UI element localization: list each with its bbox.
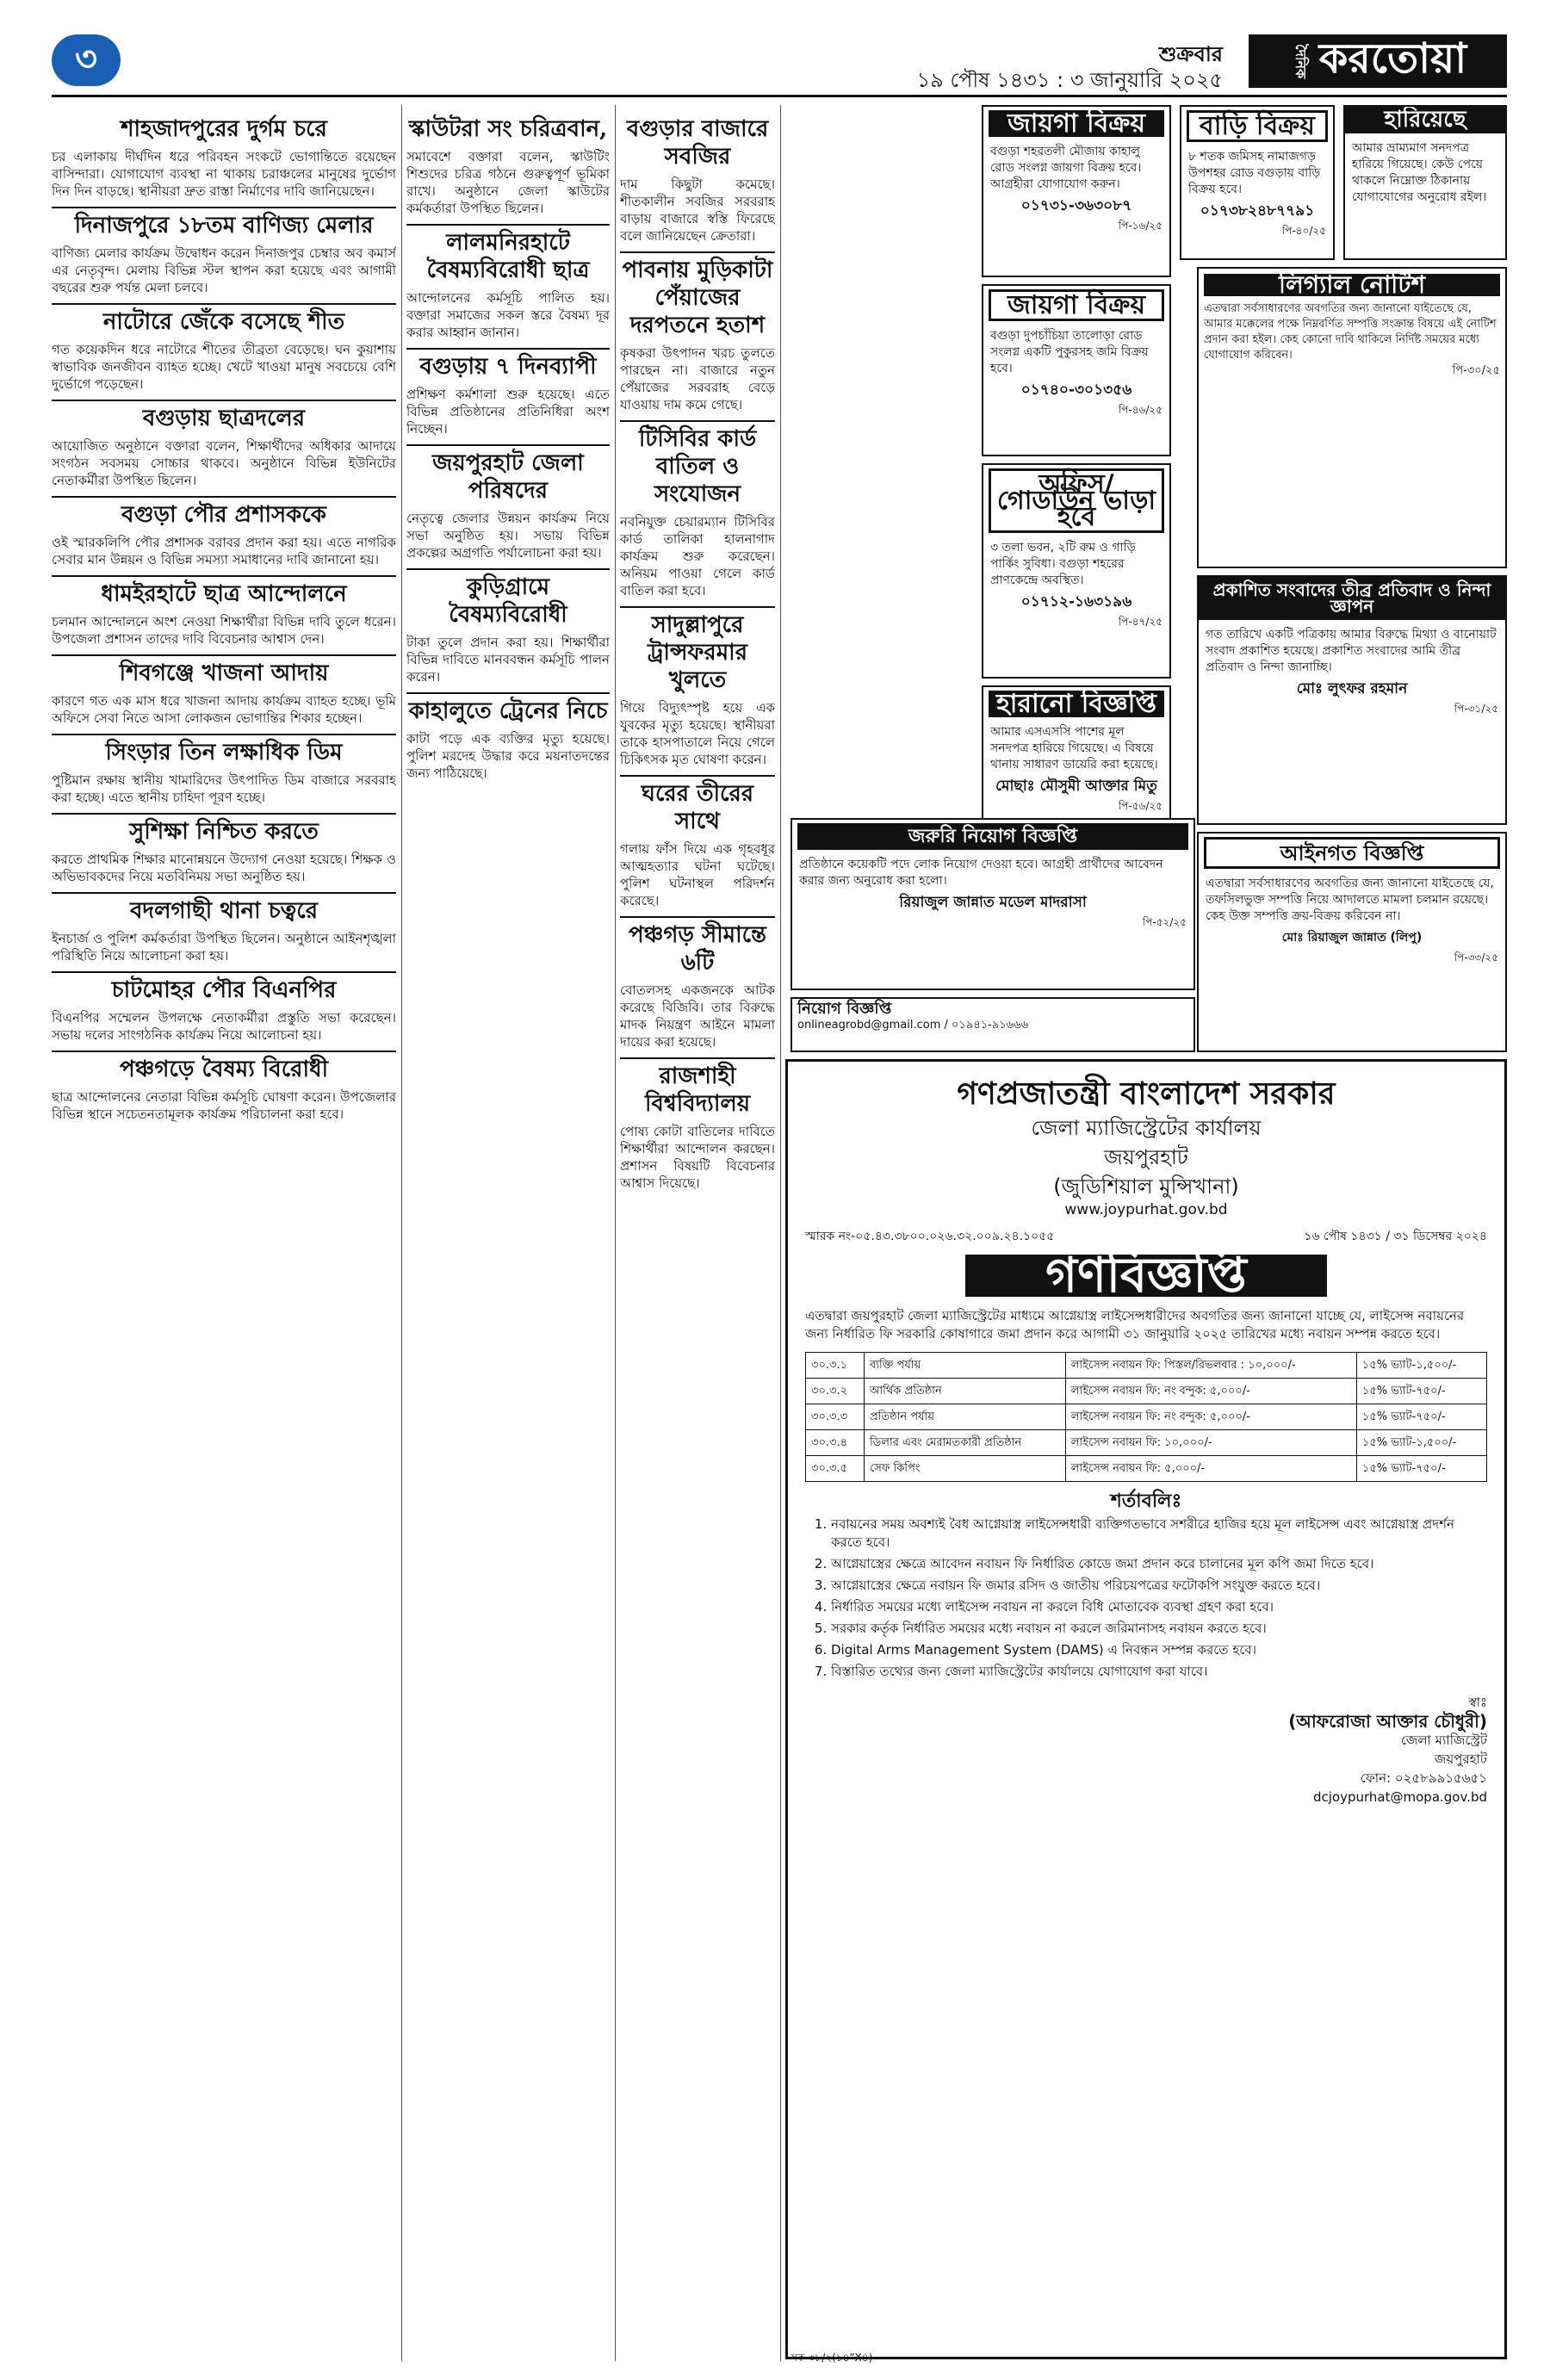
ad-title: প্রকাশিত সংবাদের তীব্র প্রতিবাদ ও নিন্দা জ্ঞাপন (1199, 577, 1505, 620)
headline: ধামইরহাটে ছাত্র আন্দোলনে (52, 575, 396, 608)
ad-text: আমার এসএসসি পাশের মূল সনদপত্র হারিয়ে গিয়েছে। এ বিষয়ে থানায় সাধারণ ডায়েরি করা হয়েছে। (990, 725, 1158, 772)
ad-missing (1343, 105, 1507, 260)
gov-memo: স্মারক নং-০৫.৪৩.৩৮০০.০২৬.৩২.০০৯.২৪.১০৫৫ (805, 1230, 1055, 1243)
conditions-title: শর্তাবলিঃ (1110, 1491, 1182, 1512)
ad-text: আমার ভ্রাম্যমাণ সনদপত্র হারিয়ে গিয়েছে। কেউ পেয়ে থাকলে নিম্নোক্ত ঠিকানায় যোগাযোগের অনুরোধ রইল। (1352, 141, 1487, 204)
headline: বগুড়ায় ৭ দিনব্যাপী (406, 348, 610, 381)
government-notice (785, 1059, 1507, 2359)
ad-title: অফিস/গোডাউন ভাড়া হবে (989, 468, 1164, 533)
news-column-3 (620, 105, 775, 2361)
ad-text: এতদ্বারা সর্বসাধারণের অবগতির জন্য জানানো যাইতেছে যে, তফসিলভুক্ত সম্পত্তি নিয়ে আদালতে মামলা চলমান রয়েছে। কেহ উক্ত সম্পত্তি ক্রয়-বিক্রয় করিবেন না। (1206, 877, 1494, 923)
article-body: আন্দোলনের কর্মসূচি পালিত হয়। বক্তারা সমাজের সকল স্তরে বৈষম্য দূর করার আহ্বান জানান। (406, 290, 610, 340)
table-cell: ৩০.৩.৩ (806, 1404, 865, 1430)
condition-item: 5. সরকার কর্তৃক নির্ধারিত সময়ের মধ্যে নবায়ন না করলে জরিমানাসহ নবায়ন করতে হবে। (831, 1620, 1487, 1638)
article-body: চলমান আন্দোলনে অংশ নেওয়া শিক্ষার্থীরা বিভিন্ন দাবি তুলে ধরেন। উপজেলা প্রশাসন তাদের দাবি বিবেচনার আশ্বাস দেন। (52, 614, 396, 647)
table-cell: ৩০.৩.৪ (806, 1430, 865, 1456)
condition-item: 7. বিস্তারিত তথ্যের জন্য জেলা ম্যাজিস্ট্রেটের কার্যালয়ে যোগাযোগ করা যাবে। (831, 1663, 1487, 1681)
ad-title: নিয়োগ বিজ্ঞপ্তি (797, 1000, 892, 1018)
article-body: নেতৃত্বে জেলার উন্নয়ন কার্যক্রম নিয়ে সভা অনুষ্ঠিত হয়। সভায় বিভিন্ন প্রকল্পের অগ্রগতি পর্যালোচনা করা হয়। (406, 511, 610, 561)
legal-notice-text: এতদ্বারা সর্বসাধারণের অবগতির জন্য জানানো যাইতেছে যে, আমার মক্কেলের পক্ষে নিম্নবর্ণিত সম্পত্তি সংক্রান্ত বিষয়ে এই নোটিশ প্রদান করা হইল। কেহ কোনো দাবি থাকিলে নির্দিষ্ট সময়ের মধ্যে যোগাযোগ করিবেন। (1204, 302, 1497, 362)
ad-phone: ০১৭৩৮২৪৮৭৭৯১ (1200, 202, 1315, 220)
article-body: কারণে গত এক মাস ধরে খাজনা আদায় কার্যক্রম ব্যাহত হচ্ছে। ভূমি অফিসে সেবা নিতে আসা লোকজন ভোগান্তির শিকার হচ্ছেন। (52, 693, 396, 726)
ad-ref: পি-৫৬/২৫ (1118, 800, 1162, 812)
column-divider (401, 105, 402, 2361)
ad-ref: পি-১৬/২৫ (1118, 220, 1162, 232)
table-cell: ১৫% ভ্যাট-৭৫০/- (1356, 1404, 1486, 1430)
table-cell: প্রতিষ্ঠান পর্যায় (865, 1404, 1066, 1430)
table-cell: ডিলার এবং মেরামতকারী প্রতিষ্ঠান (865, 1430, 1066, 1456)
ad-ref: পি-৫২/২৫ (1142, 916, 1187, 928)
table-row (806, 1456, 1487, 1482)
page-number: ৩ (52, 34, 121, 86)
article-body: বাণিজ্য মেলার কার্যক্রম উদ্বোধন করেন দিনাজপুর চেম্বার অব কমার্স এর নেতৃবৃন্দ। মেলায় বিভিন্ন স্টল স্থাপন করা হয়েছে এবং আগামী বছরের শুরু পর্যন্ত মেলা চলবে। (52, 245, 396, 295)
ad-ref: পি-৪৬/২৫ (1118, 404, 1162, 416)
table-row (806, 1379, 1487, 1404)
headline: ঘরের তীরের সাথে (620, 775, 775, 835)
logo-small-text: দৈনিক (1292, 43, 1309, 79)
headline: চাটমোহর পৌর বিএনপির (52, 971, 396, 1004)
ad-phone: ০১৭৩১-৩৬৩০৮৭ (1020, 197, 1132, 214)
sign-label: স্বাঃ (1468, 1695, 1487, 1710)
table-cell: লাইসেন্স নবায়ন ফি: নং বন্দুক: ৫,০০০/- (1065, 1404, 1356, 1430)
ad-title: বাড়ি বিক্রয় (1187, 110, 1328, 142)
headline: পঞ্চগড় সীমান্তে ৬টি (620, 916, 775, 976)
date-label: ১৯ পৌষ ১৪৩১ : ৩ জানুয়ারি ২০২৫ (916, 68, 1223, 92)
ad-title: আইনগত বিজ্ঞপ্তি (1204, 837, 1500, 869)
headline: বদলগাছী থানা চত্বরে (52, 892, 396, 925)
ad-phone: ০১৭৪০-৩০১৩৫৬ (1020, 381, 1132, 399)
table-cell: ৩০.৩.৫ (806, 1456, 865, 1482)
article-body: নবনিযুক্ত চেয়ারম্যান টিসিবির কার্ড তালিকা হালনাগাদ কার্যক্রম শুরু করেছেন। অনিয়ম পাওয়া গেলে কার্ড বাতিল করা হবে। (620, 514, 775, 598)
footer-ref: সক-৩৮/২(১৪”X৪) (790, 2352, 873, 2364)
ad-text: প্রতিষ্ঠানে কয়েকটি পদে লোক নিয়োগ দেওয়া হবে। আগ্রহী প্রার্থীদের আবেদন করার জন্য অনুরোধ করা হলো। (799, 858, 1163, 888)
table-cell: ১৫% ভ্যাট-১,৫০০/- (1356, 1430, 1486, 1456)
headline: কাহালুতে ট্রেনের নিচে (406, 692, 610, 725)
headline: সাদুল্লাপুরে ট্রান্সফরমার খুলতে (620, 606, 775, 694)
sign-phone: ফোন: ০২৫৮৯৯১৫৬৫১ (1360, 1770, 1487, 1786)
headline: বগুড়া পৌর প্রশাসককে (52, 496, 396, 529)
table-cell: ব্যক্তি পর্যায় (865, 1353, 1066, 1379)
ad-title: জায়গা বিক্রয় (989, 110, 1164, 137)
headline: পাবনায় মুড়িকাটা পেঁয়াজের দরপতনে হতাশ (620, 251, 775, 339)
condition-item: 2. আগ্নেয়াস্ত্রের ক্ষেত্রে আবেদন নবায়ন ফি নির্ধারিত কোডে জমা প্রদান করে চালানের মূল কপি জমা দিতে হবে। (831, 1555, 1487, 1573)
article-body: ইনচার্জ ও পুলিশ কর্মকর্তারা উপস্থিত ছিলেন। অনুষ্ঠানে আইনশৃঙ্খলা পরিস্থিতি নিয়ে আলোচনা করা হয়। (52, 931, 396, 964)
ad-title: হারানো বিজ্ঞপ্তি (989, 691, 1164, 717)
gov-date: ১৬ পৌষ ১৪৩১ / ৩১ ডিসেম্বর ২০২৪ (1304, 1230, 1487, 1243)
article-body: টাকা তুলে প্রদান করা হয়। শিক্ষার্থীরা বিভিন্ন দাবিতে মানববন্ধন কর্মসূচি পালন করেন। (406, 635, 610, 685)
article-body: করতে প্রাথমিক শিক্ষার মানোন্নয়নে উদ্যোগ নেওয়া হয়েছে। শিক্ষক ও অভিভাবকদের নিয়ে মতবিনিময় সভা অনুষ্ঠিত হয়। (52, 852, 396, 884)
logo-text: করতোয়া (1318, 34, 1467, 83)
headline: কুড়িগ্রামে বৈষম্যবিরোধী (406, 568, 610, 629)
sign-email: dcjoypurhat@mopa.gov.bd (1313, 1789, 1487, 1805)
article-body: কাটা পড়ে এক ব্যক্তির মৃত্যু হয়েছে। পুলিশ মরদেহ উদ্ধার করে ময়নাতদন্তের জন্য পাঠিয়েছে। (406, 731, 610, 781)
article-body: বোতলসহ একজনকে আটক করেছে বিজিবি। তার বিরুদ্ধে মাদক নিয়ন্ত্রণ আইনে মামলা দায়ের করা হয়েছে। (620, 982, 775, 1050)
article-body: সমাবেশে বক্তারা বলেন, স্কাউটিং শিশুদের চরিত্র গঠনে গুরুত্বপূর্ণ ভূমিকা রাখে। অনুষ্ঠানে জেলা স্কাউটের কর্মকর্তারা উপস্থিত ছিলেন। (406, 149, 610, 216)
table-row (806, 1404, 1487, 1430)
article-body: আয়োজিত অনুষ্ঠানে বক্তারা বলেন, শিক্ষার্থীদের অধিকার আদায়ে সংগঠন সবসময় সোচ্চার থাকবে। অনুষ্ঠানে বিভিন্ন ইউনিটের নেতাকর্মীরা উপস্থিত ছিলেন। (52, 438, 396, 488)
news-column-2 (406, 105, 610, 2361)
article-body: ওই স্মারকলিপি পৌর প্রশাসক বরাবর প্রদান করা হয়। এতে নাগরিক সেবার মান উন্নয়ন ও বিভিন্ন সমস্যা সমাধানের দাবি জানানো হয়। (52, 535, 396, 567)
gov-district: জয়পুরহাট (1104, 1145, 1188, 1169)
article-body: গত কয়েকদিন ধরে নাটোরে শীতের তীব্রতা বেড়েছে। ঘন কুয়াশায় স্বাভাবিক জনজীবন ব্যাহত হচ্ছে। খেটে খাওয়া মানুষ সবচেয়ে বেশি দুর্ভোগে পড়েছেন। (52, 342, 396, 392)
ad-protest (1197, 575, 1507, 825)
article-body: দাম কিছুটা কমেছে। শীতকালীন সবজির সরবরাহ বাড়ায় বাজারে স্বস্তি ফিরেছে বলে জানিয়েছেন ক্রেতারা। (620, 177, 775, 244)
gov-refline (805, 1228, 1487, 1246)
ad-name: মোঃ রিয়াজুল জান্নাত (লিপু) (1281, 931, 1423, 945)
gov-section: (জুডিশিয়াল মুন্সিখানা) (1053, 1175, 1239, 1199)
legal-notice (1197, 267, 1507, 568)
article-body: গলায় ফাঁস দিয়ে এক গৃহবধূর আত্মহত্যার ঘটনা ঘটেছে। পুলিশ ঘটনাস্থল পরিদর্শন করেছে। (620, 841, 775, 908)
article-body: গিয়ে বিদ্যুৎস্পৃষ্ট হয়ে এক যুবকের মৃত্যু হয়েছে। স্থানীয়রা তাকে হাসপাতালে নিয়ে গেলে চিকিৎসক মৃত ঘোষণা করেন। (620, 700, 775, 767)
ad-phone: ০১৭১২-১৬৩১৯৬ (1020, 593, 1132, 610)
ad-ref: পি-৩৩/২৫ (1454, 951, 1498, 964)
ad-ref: পি-৩০/২৫ (1452, 364, 1500, 377)
ad-office-rent (982, 463, 1171, 679)
conditions-list (805, 1515, 1487, 1681)
headline: শিবগঞ্জে খাজনা আদায় (52, 654, 396, 687)
headline: বগুড়ায় ছাত্রদলের (52, 400, 396, 432)
table-row (806, 1353, 1487, 1379)
article-body: চর এলাকায় দীর্ঘদিন ধরে পরিবহন সংকটে ভোগান্তিতে রয়েছেন বাসিন্দারা। যোগাযোগ ব্যবস্থা না থাকায় চরাঞ্চলের মানুষের দুর্ভোগ দিন দিন বাড়ছে। স্থানীয়রা দ্রুত রাস্তা নির্মাণের দাবি জানিয়েছেন। (52, 149, 396, 199)
gov-title: গণপ্রজাতন্ত্রী বাংলাদেশ সরকার (957, 1075, 1336, 1112)
headline: সুশিক্ষা নিশ্চিত করতে (52, 813, 396, 846)
article-body: ছাত্র আন্দোলনের নেতারা বিভিন্ন কর্মসূচি ঘোষণা করেন। উপজেলার বিভিন্ন স্থানে সচেতনতামূলক কার্যক্রম পরিচালনা করা হবে। (52, 1089, 396, 1122)
ad-title: জরুরি নিয়োগ বিজ্ঞপ্তি (797, 823, 1188, 850)
ad-title: হারিয়েছে (1345, 107, 1505, 133)
table-cell: লাইসেন্স নবায়ন ফি: ১০,০০০/- (1065, 1430, 1356, 1456)
column-divider (615, 105, 616, 2361)
ad-urgent-hiring (790, 818, 1195, 990)
fee-table (805, 1352, 1487, 1482)
ad-ref: পি-৪০/২৫ (1281, 225, 1326, 237)
newspaper-logo (1243, 34, 1507, 88)
table-cell: ৩০.৩.১ (806, 1353, 865, 1379)
condition-item: 6. Digital Arms Management System (DAMS) এ নিবন্ধন সম্পন্ন করতে হবে। (831, 1641, 1487, 1659)
sign-place: জয়পুরহাট (1434, 1751, 1487, 1767)
ad-legal-notice (1197, 832, 1507, 1052)
ad-text: গত তারিখে একটি পত্রিকায় আমার বিরুদ্ধে মিথ্যা ও বানোয়াট সংবাদ প্রকাশিত হয়েছে। প্রকাশিত সংবাদের আমি তীব্র প্রতিবাদ ও নিন্দা জানাচ্ছি। (1206, 628, 1497, 674)
table-cell: আর্থিক প্রতিষ্ঠান (865, 1379, 1066, 1404)
ad-land-sale-2 (982, 284, 1171, 456)
condition-item: 3. আগ্নেয়াস্ত্রের ক্ষেত্রে নবায়ন ফি জমার রসিদ ও জাতীয় পরিচয়পত্রের ফটোকপি সংযুক্ত করতে হবে। (831, 1577, 1487, 1595)
masthead (52, 34, 1507, 97)
legal-notice-title: লিগ্যাল নোটিশ (1204, 274, 1500, 296)
gov-website: www.joypurhat.gov.bd (1064, 1201, 1228, 1218)
ad-text: ৩ তলা ভবন, ২টি রুম ও গাড়ি পার্কিং সুবিধা। বগুড়া শহরের প্রাণকেন্দ্রে অবস্থিত। (990, 541, 1136, 587)
headline: নাটোরে জেঁকে বসেছে শীত (52, 303, 396, 336)
headline: টিসিবির কার্ড বাতিল ও সংযোজন (620, 420, 775, 508)
day-label: শুক্রবার (1158, 42, 1223, 66)
headline: পঞ্চগড়ে বৈষম্য বিরোধী (52, 1051, 396, 1083)
ad-ref: পি-৪৭/২৫ (1118, 616, 1162, 628)
article-body: প্রশিক্ষণ কর্মশালা শুরু হয়েছে। এতে বিভিন্ন প্রতিষ্ঠানের প্রতিনিধিরা অংশ নিচ্ছেন। (406, 387, 610, 437)
ad-title: জায়গা বিক্রয় (989, 289, 1164, 321)
table-cell: ৩০.৩.২ (806, 1379, 865, 1404)
article-body: পোষ্য কোটা বাতিলের দাবিতে শিক্ষার্থীরা আন্দোলন করছেন। প্রশাসন বিষয়টি বিবেচনার আশ্বাস দিয়েছে। (620, 1124, 775, 1191)
signature-block (805, 1693, 1487, 1807)
ad-ref: পি-৩১/২৫ (1454, 703, 1498, 715)
article-body: বিএনপির সম্মেলন উপলক্ষে নেতাকর্মীরা প্রস্তুতি সভা করেছেন। সভায় দলের সাংগঠনিক কার্যক্রম নিয়ে আলোচনা হয়। (52, 1010, 396, 1043)
ad-email: onlineagrobd@gmail.com / ০১৯৪১-৯১৬৬৬ (797, 1019, 1029, 1032)
column-divider (780, 105, 781, 2361)
table-cell: লাইসেন্স নবায়ন ফি: পিস্তল/রিভলবার : ১০,০০০/- (1065, 1353, 1356, 1379)
table-cell: ১৫% ভ্যাট-৭৫০/- (1356, 1456, 1486, 1482)
ad-hiring (790, 997, 1195, 1052)
headline: রাজশাহী বিশ্ববিদ্যালয় (620, 1057, 775, 1118)
gov-banner: গণবিজ্ঞপ্তি (965, 1255, 1327, 1297)
table-cell: ১৫% ভ্যাট-১,৫০০/- (1356, 1353, 1486, 1379)
article-body: কৃষকরা উৎপাদন খরচ তুলতে পারছেন না। বাজারে নতুন পেঁয়াজের সরবরাহ বেড়ে যাওয়ায় দাম কমে গেছে। (620, 345, 775, 412)
gov-intro: এতদ্বারা জয়পুরহাট জেলা ম্যাজিস্ট্রেটের মাধ্যমে আগ্নেয়াস্ত্র লাইসেন্সধারীদের অবগতির জন্য জানানো যাচ্ছে যে, লাইসেন্স নবায়নের জন্য নির্ধারিত ফি সরকারি কোষাগারে জমা প্রদান করে আগামী ৩১ জানুয়ারি ২০২৫ তারিখের মধ্যে নবায়ন সম্পন্ন করতে হবে। (805, 1308, 1465, 1342)
ad-land-sale (982, 105, 1171, 277)
condition-item: 1. নবায়নের সময় অবশ্যই বৈধ আগ্নেয়াস্ত্র লাইসেন্সধারী ব্যক্তিগতভাবে সশরীরে হাজির হয়ে মূল লাইসেন্স এবং আগ্নেয়াস্ত্র প্রদর্শন করতে হবে। (831, 1515, 1487, 1552)
sign-name: (আফরোজা আক্তার চৌধুরী) (1288, 1711, 1487, 1732)
gov-office: জেলা ম্যাজিস্ট্রেটের কার্যালয় (1031, 1116, 1262, 1140)
headline: জয়পুরহাট জেলা পরিষদের (406, 444, 610, 505)
ad-institution: রিয়াজুল জান্নাত মডেল মাদরাসা (899, 894, 1087, 911)
table-cell: ১৫% ভ্যাট-৭৫০/- (1356, 1379, 1486, 1404)
headline: সিংড়ার তিন লক্ষাধিক ডিম (52, 734, 396, 766)
ad-text: বগুড়া শহরতলী মৌজায় কাহালু রোড সংলগ্ন জায়গা বিক্রয় হবে। আগ্রহীরা যোগাযোগ করুন। (990, 145, 1142, 191)
headline: লালমনিরহাটে বৈষম্যবিরোধী ছাত্র (406, 224, 610, 284)
ad-text: বগুড়া দুপচাঁচিয়া তালোড়া রোড সংলগ্ন একটি পুকুরসহ জমি বিক্রয় হবে। (990, 329, 1149, 375)
ad-name: মোঃ লুৎফর রহমান (1296, 680, 1408, 697)
headline: শাহজাদপুরের দুর্গম চরে (121, 116, 327, 142)
headline: দিনাজপুরে ১৮তম বাণিজ্য মেলার (52, 207, 396, 239)
article-body: পুষ্টিমান রক্ষায় স্থানীয় খামারিদের উৎপাদিত ডিম বাজারে সরবরাহ করা হচ্ছে। এতে স্থানীয় চাহিদা পূরণ হচ্ছে। (52, 772, 396, 805)
headline: স্কাউটরা সং চরিত্রবান, (408, 116, 608, 142)
ad-name: মোছাঃ মৌসুমী আক্তার মিতু (995, 778, 1157, 795)
table-cell: লাইসেন্স নবায়ন ফি: নং বন্দুক: ৫,০০০/- (1065, 1379, 1356, 1404)
dateline (917, 41, 1223, 93)
table-cell: সেফ কিপিং (865, 1456, 1066, 1482)
ad-text: ৮ শতক জমিসহ নামাজগড় উপশহর রোড বগুড়ায় বাড়ি বিক্রয় হবে। (1188, 150, 1321, 196)
ad-house-sale (1180, 105, 1335, 260)
table-cell: লাইসেন্স নবায়ন ফি: ৫,০০০/- (1065, 1456, 1356, 1482)
sign-title: জেলা ম্যাজিস্ট্রেট (1400, 1732, 1487, 1748)
table-row (806, 1430, 1487, 1456)
condition-item: 4. নির্ধারিত সময়ের মধ্যে লাইসেন্স নবায়ন না করলে বিধি মোতাবেক ব্যবস্থা গ্রহণ করা হবে। (831, 1598, 1487, 1616)
news-column-1 (52, 105, 396, 2361)
headline: বগুড়ার বাজারে সবজির (626, 116, 769, 170)
